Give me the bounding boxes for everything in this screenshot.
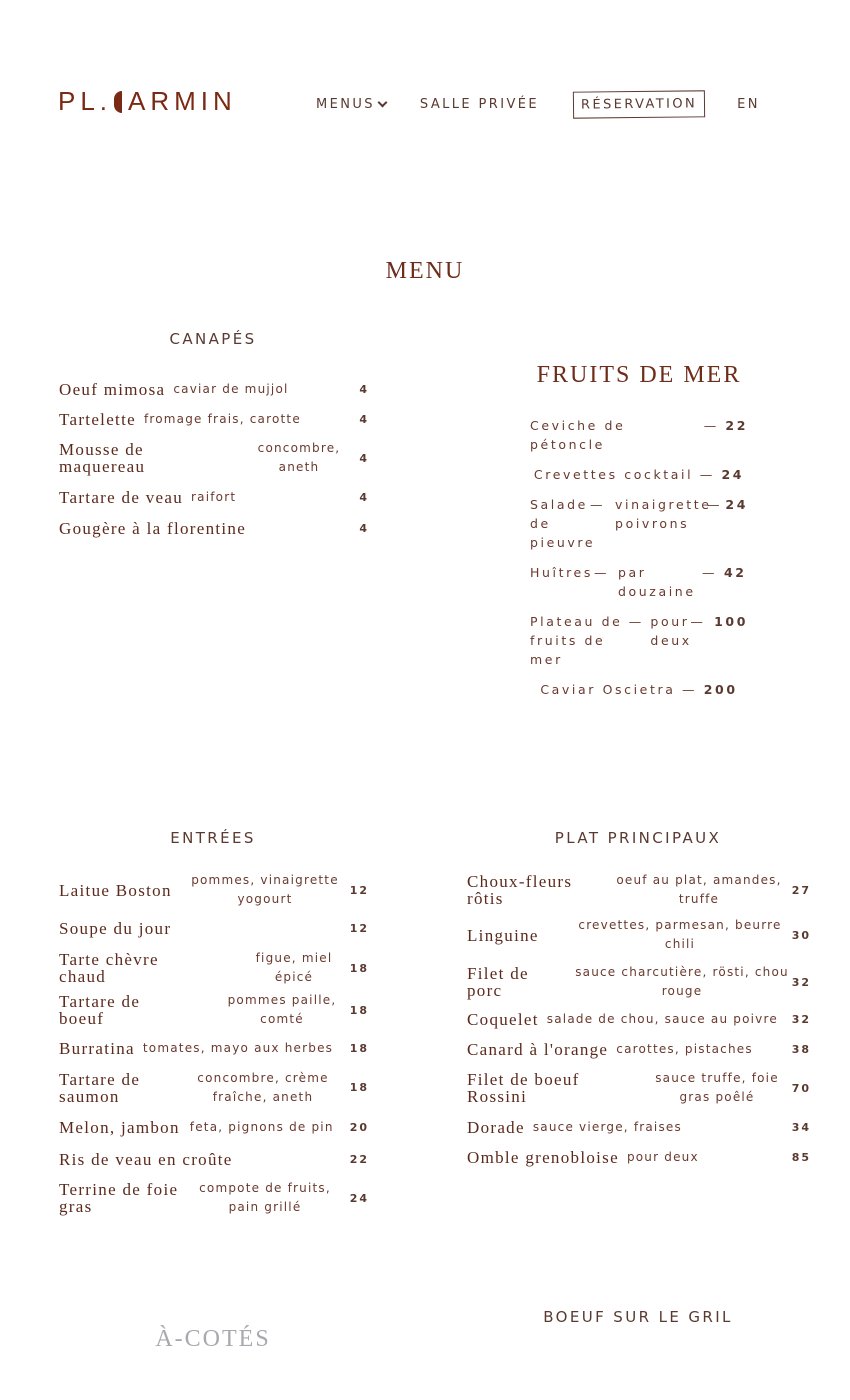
- item-name: Plateau de fruits de mer: [530, 614, 623, 667]
- item-price: 70: [791, 1081, 811, 1095]
- item-price: 4: [359, 521, 369, 535]
- section-heading-boeuf-sur-le-gril: BOEUF SUR LE GRIL: [543, 1308, 733, 1326]
- nav-salle-privee[interactable]: SALLE PRIVÉE: [419, 96, 539, 112]
- item-price: 38: [791, 1042, 811, 1056]
- site-header: [58, 86, 818, 126]
- item-price: 85: [791, 1150, 811, 1164]
- item-price: 32: [791, 975, 811, 989]
- menu-item: [59, 1174, 369, 1222]
- item-price: 18: [349, 1003, 369, 1017]
- item-desc: crevettes, parmesan, beurre chili: [578, 918, 782, 951]
- item-name: Omble grenobloise: [467, 1147, 619, 1167]
- menu-item: [59, 513, 369, 543]
- item-desc: tomates, mayo aux herbes: [142, 1040, 334, 1055]
- item-name: Caviar Oscietra: [540, 682, 676, 697]
- menu-item: [530, 680, 748, 699]
- menu-item: [59, 1144, 369, 1174]
- item-desc: salade de chou, sauce au poivre: [546, 1011, 778, 1026]
- item-desc: carottes, pistaches: [616, 1041, 753, 1056]
- item-name: Ceviche de pétoncle: [530, 418, 626, 452]
- separator: —: [590, 497, 606, 512]
- menu-item: [467, 870, 811, 910]
- menu-item: [467, 910, 811, 960]
- logo-text-left: PL.: [58, 86, 113, 116]
- menu-item: [467, 1112, 811, 1142]
- item-desc: sauce vierge, fraises: [532, 1119, 682, 1134]
- item-desc: raifort: [191, 490, 237, 504]
- item-price: 18: [349, 961, 369, 975]
- item-desc: compote de fruits, pain grillé: [199, 1181, 331, 1214]
- item-price: 4: [359, 491, 369, 504]
- plats-list: [467, 870, 811, 1172]
- item-name: Mousse de maquereau: [59, 440, 146, 476]
- menu-item: [467, 1142, 811, 1172]
- menu-item: [59, 1031, 369, 1065]
- item-price: 100: [714, 614, 748, 629]
- item-price: 12: [349, 922, 369, 935]
- canapes-list: [59, 374, 369, 543]
- item-desc: feta, pignons de pin: [189, 1119, 334, 1134]
- section-heading-a-cotes: À-COTÉS: [155, 1326, 271, 1352]
- separator: —: [594, 565, 610, 580]
- item-desc: fromage frais, carotte: [143, 411, 301, 426]
- section-heading-fruits-de-mer: FRUITS DE MER: [536, 362, 742, 388]
- item-name: Oeuf mimosa: [59, 379, 166, 399]
- main-nav: [316, 86, 794, 122]
- item-desc: concombre, aneth: [257, 441, 341, 474]
- item-price: 22: [349, 1152, 369, 1166]
- menu-item: [59, 989, 369, 1031]
- item-price: 24: [725, 497, 748, 512]
- item-name: Coquelet: [467, 1009, 539, 1029]
- item-desc: sauce charcutière, rösti, chou rouge: [575, 965, 789, 998]
- item-price: 18: [349, 1081, 369, 1094]
- item-price: 4: [359, 451, 369, 465]
- item-price: 24: [721, 467, 745, 482]
- menu-item: [530, 416, 748, 454]
- item-desc: oeuf au plat, amandes, truffe: [616, 873, 782, 906]
- separator: —: [690, 614, 706, 629]
- item-name: Tarte chèvre chaud: [59, 950, 159, 986]
- item-name: Salade de pieuvre: [530, 497, 596, 550]
- menu-item: [530, 495, 748, 552]
- separator: —: [707, 497, 723, 512]
- item-name: Laitue Boston: [59, 880, 172, 900]
- item-price: 18: [349, 1041, 369, 1055]
- item-desc: caviar de mujjol: [173, 381, 289, 396]
- menu-item: [530, 563, 748, 601]
- page-title: MENU: [385, 258, 465, 284]
- menu-item: [467, 960, 811, 1004]
- item-name: Filet de porc: [467, 964, 529, 1000]
- nav-menus[interactable]: [316, 97, 386, 112]
- menu-item: [530, 612, 748, 669]
- section-heading-entrees: ENTRÉES: [170, 829, 256, 847]
- item-desc: pommes, vinaigrette yogourt: [191, 873, 339, 906]
- menu-item: [467, 1034, 811, 1064]
- item-price: 24: [349, 1191, 369, 1205]
- item-price: 4: [359, 382, 369, 396]
- item-name: Soupe du jour: [59, 919, 172, 938]
- menu-item: [59, 404, 369, 434]
- item-desc: sauce truffe, foie gras poêlé: [655, 1071, 779, 1104]
- fruits-de-mer-list: [530, 416, 748, 710]
- menu-item: [59, 482, 369, 513]
- item-name: Tartelette: [59, 409, 136, 429]
- menu-item: [59, 910, 369, 947]
- logo-half-circle-icon: [114, 91, 122, 113]
- item-price: 12: [349, 883, 369, 897]
- item-name: Gougère à la florentine: [59, 518, 247, 538]
- item-name: Tartare de saumon: [59, 1069, 141, 1106]
- separator: —: [682, 682, 698, 697]
- item-name: Melon, jambon: [59, 1117, 180, 1137]
- menu-item: [59, 434, 369, 482]
- logo-text-right: ARMIN: [128, 86, 237, 116]
- item-price: 20: [349, 1120, 369, 1134]
- menu-item: [530, 465, 748, 484]
- section-heading-canapes: CANAPÉS: [169, 330, 257, 348]
- item-desc: pour deux: [650, 614, 692, 648]
- menu-item: [59, 1065, 369, 1110]
- item-name: Linguine: [467, 925, 539, 945]
- item-name: Huîtres: [530, 565, 593, 580]
- section-heading-plats: PLAT PRINCIPAUX: [554, 829, 722, 847]
- reservation-button[interactable]: RÉSERVATION: [573, 90, 705, 118]
- item-price: 42: [724, 565, 747, 580]
- item-price: 34: [791, 1120, 811, 1134]
- menu-item: [59, 947, 369, 989]
- entrees-list: [59, 870, 369, 1222]
- menu-item: [59, 374, 369, 404]
- menu-item: [59, 870, 369, 910]
- separator: —: [699, 467, 715, 482]
- separator: —: [702, 565, 718, 580]
- item-name: Tartare de boeuf: [59, 992, 141, 1028]
- item-name: Canard à l'orange: [467, 1039, 609, 1059]
- item-desc: vinaigrette poivrons: [615, 497, 712, 531]
- chevron-down-icon: [377, 97, 387, 107]
- item-desc: figue, miel épicé: [255, 951, 333, 984]
- separator: —: [703, 418, 719, 433]
- menu-item: [59, 1110, 369, 1144]
- item-price: 27: [791, 883, 811, 897]
- item-price: 200: [703, 682, 738, 697]
- item-price: 32: [791, 1012, 811, 1026]
- item-name: Choux-fleurs rôtis: [467, 872, 573, 908]
- item-desc: pommes paille, comté: [227, 993, 337, 1026]
- logo[interactable]: [58, 86, 237, 117]
- separator: —: [628, 614, 644, 629]
- item-name: Terrine de foie gras: [59, 1180, 179, 1216]
- item-price: 22: [725, 418, 748, 433]
- item-desc: pour deux: [626, 1149, 699, 1164]
- item-price: 30: [791, 928, 811, 942]
- menu-item: [467, 1004, 811, 1034]
- item-name: Dorade: [467, 1117, 525, 1137]
- item-desc: par douzaine: [618, 565, 696, 599]
- nav-menus-label: MENUS: [316, 96, 375, 112]
- item-name: Tartare de veau: [59, 488, 184, 507]
- item-name: Ris de veau en croûte: [59, 1149, 233, 1169]
- language-switch[interactable]: EN: [737, 96, 760, 112]
- item-name: Burratina: [59, 1038, 135, 1058]
- item-name: Crevettes cocktail: [533, 467, 694, 482]
- menu-item: [467, 1064, 811, 1112]
- item-price: 4: [359, 412, 369, 426]
- item-name: Filet de boeuf Rossini: [467, 1070, 580, 1106]
- item-desc: concombre, crème fraîche, aneth: [197, 1070, 329, 1104]
